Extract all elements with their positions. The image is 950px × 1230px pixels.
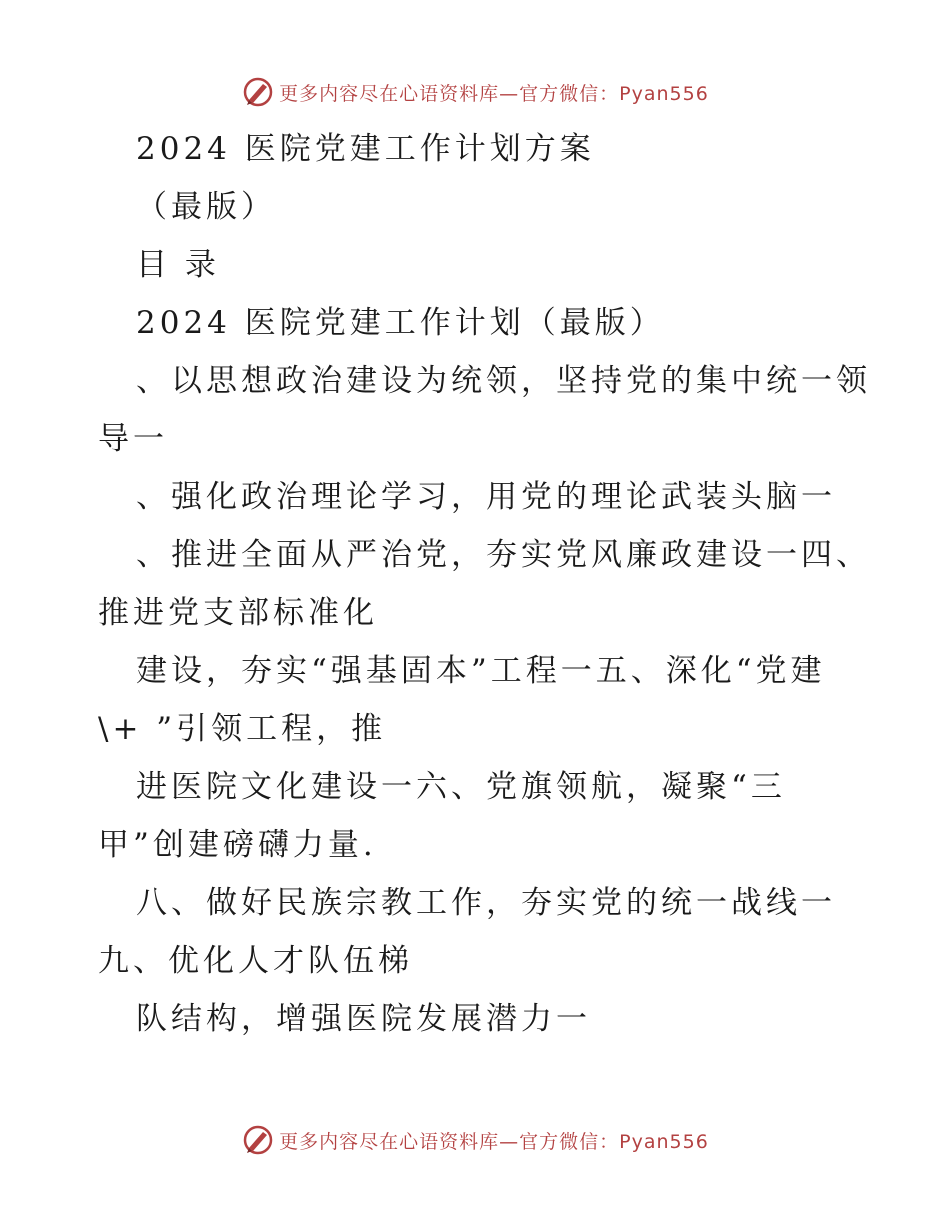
text-line: 建设，夯实“强基固本”工程一五、深化“党建: [136, 653, 826, 689]
pen-nib-logo-icon: [241, 75, 275, 109]
watermark-banner-top: [0, 72, 950, 112]
text-line: 进医院文化建设一六、党旗领航，凝聚“三: [136, 769, 786, 805]
text-line: 八、做好民族宗教工作，夯实党的统一战线一: [136, 885, 836, 921]
text-line: 甲”创建磅礴力量.: [98, 827, 377, 863]
text-line: 2024 医院党建工作计划方案: [136, 131, 595, 167]
document-body: [98, 120, 871, 1048]
text-line: 九、优化人才队伍梯: [98, 943, 413, 979]
text-line: 、以思想政治建设为统领，坚持党的集中统一领: [136, 363, 871, 399]
watermark-banner-bottom: [0, 1120, 950, 1160]
watermark-text: 更多内容尽在心语资料库—官方微信：Pyan556: [279, 1130, 709, 1153]
pen-nib-logo-icon: [241, 1123, 275, 1157]
watermark-text: 更多内容尽在心语资料库—官方微信：Pyan556: [279, 82, 709, 105]
text-line: \+ ”引领工程，推: [98, 711, 387, 747]
text-line: 队结构，增强医院发展潜力一: [136, 1001, 591, 1037]
text-line: 、推进全面从严治党，夯实党风廉政建设一四、: [136, 537, 871, 573]
text-line: 2024 医院党建工作计划（最版）: [136, 305, 665, 341]
text-line: 、强化政治理论学习，用党的理论武装头脑一: [136, 479, 836, 515]
text-line: （最版）: [136, 189, 276, 225]
text-line: 推进党支部标准化: [98, 595, 378, 631]
text-line: 目 录: [136, 247, 220, 283]
text-line: 导一: [98, 421, 168, 457]
